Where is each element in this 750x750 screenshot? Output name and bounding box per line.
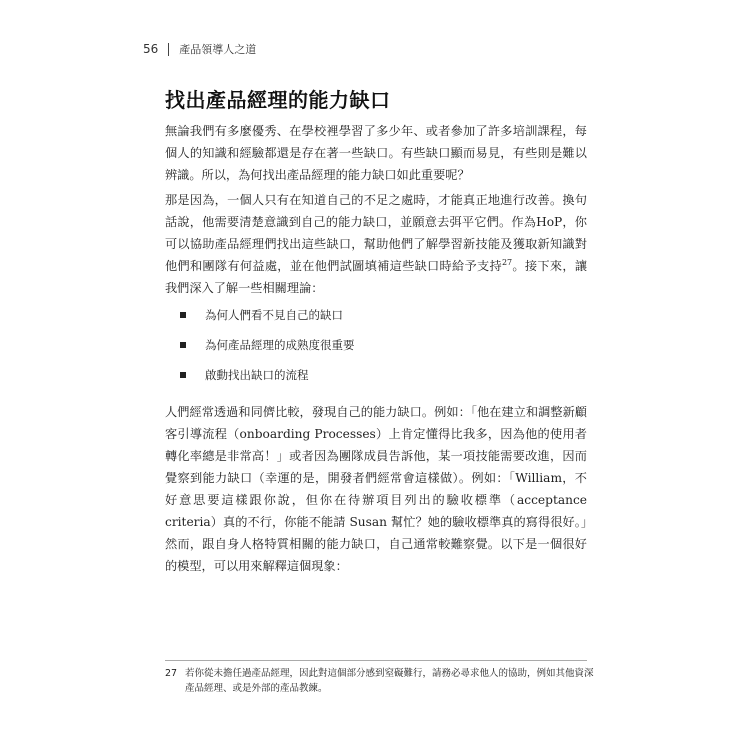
bullet-square-icon bbox=[180, 342, 186, 348]
footnote-number: 27 bbox=[165, 668, 178, 679]
book-title: 產品領導人之道 bbox=[179, 43, 257, 56]
paragraph-intro: 無論我們有多麼優秀、在學校裡學習了多少年、或者參加了許多培訓課程，每個人的知識和經驗都還是存在著一些缺口。有些缺口顯而易見，有些則是難以辨識。所以，為何找出產品經理的能力缺口如此重要呢？ bbox=[165, 124, 587, 182]
list-item bbox=[180, 330, 355, 360]
paragraph-reason bbox=[165, 189, 587, 299]
footnote-reference[interactable]: 27 bbox=[501, 258, 513, 267]
footnote-text: 若你從未擔任過產品經理，因此對這個部分感到窒礙難行，請務必尋求他人的協助，例如其他資深產品經理、或是外部的產品教練。 bbox=[185, 668, 594, 694]
list-item bbox=[180, 300, 355, 330]
paragraph-examples: 人們經常透過和同儕比較，發現自己的能力缺口。例如：「他在建立和調整新顧客引導流程（onboarding Processes）上肯定懂得比我多，因為他的使用者轉化率總是非常高！」或者因為團隊成員告訴他，某一項技能需要改進，因而覺察到能力缺口（幸運的是，開發者們經常會這樣做）。例如：「William，不好意思要這樣跟你說，但你在待辦項目列出的驗收標準（acceptance criteria）真的不行，你能不能請 Susan 幫忙？她的驗收標準真的寫得很好。」然而，跟自身人格特質相關的能力缺口，自己通常較難察覺。以下是一個很好的模型，可以用來解釋這個現象： bbox=[165, 405, 587, 573]
topic-list bbox=[180, 300, 355, 390]
paragraph-reason-main: 那是因為，一個人只有在知道自己的不足之處時，才能真正地進行改善。換句話說，他需要清楚意識到自己的能力缺口，並願意去弭平它們。作為HoP，你可以協助產品經理們找出這些缺口，幫助他們了解學習新技能及獲取新知識對他們和團隊有何益處，並在他們試圖填補這些缺口時給予支持 bbox=[165, 193, 587, 273]
running-header bbox=[143, 41, 256, 57]
list-item bbox=[180, 360, 355, 390]
footnote bbox=[165, 666, 595, 696]
list-item-label: 為何產品經理的成熟度很重要 bbox=[205, 338, 355, 352]
section-title: 找出產品經理的能力缺口 bbox=[165, 88, 391, 112]
page-number: 56 bbox=[143, 42, 159, 56]
list-item-label: 為何人們看不見自己的缺口 bbox=[205, 308, 343, 322]
list-item-label: 啟動找出缺口的流程 bbox=[205, 368, 309, 382]
paragraph-reason-tail: 。接下來，讓我們深入了解一些相關理論： bbox=[165, 259, 588, 295]
bullet-square-icon bbox=[180, 372, 186, 378]
header-divider bbox=[168, 43, 169, 56]
bullet-square-icon bbox=[180, 312, 186, 318]
footnote-divider bbox=[165, 660, 587, 661]
